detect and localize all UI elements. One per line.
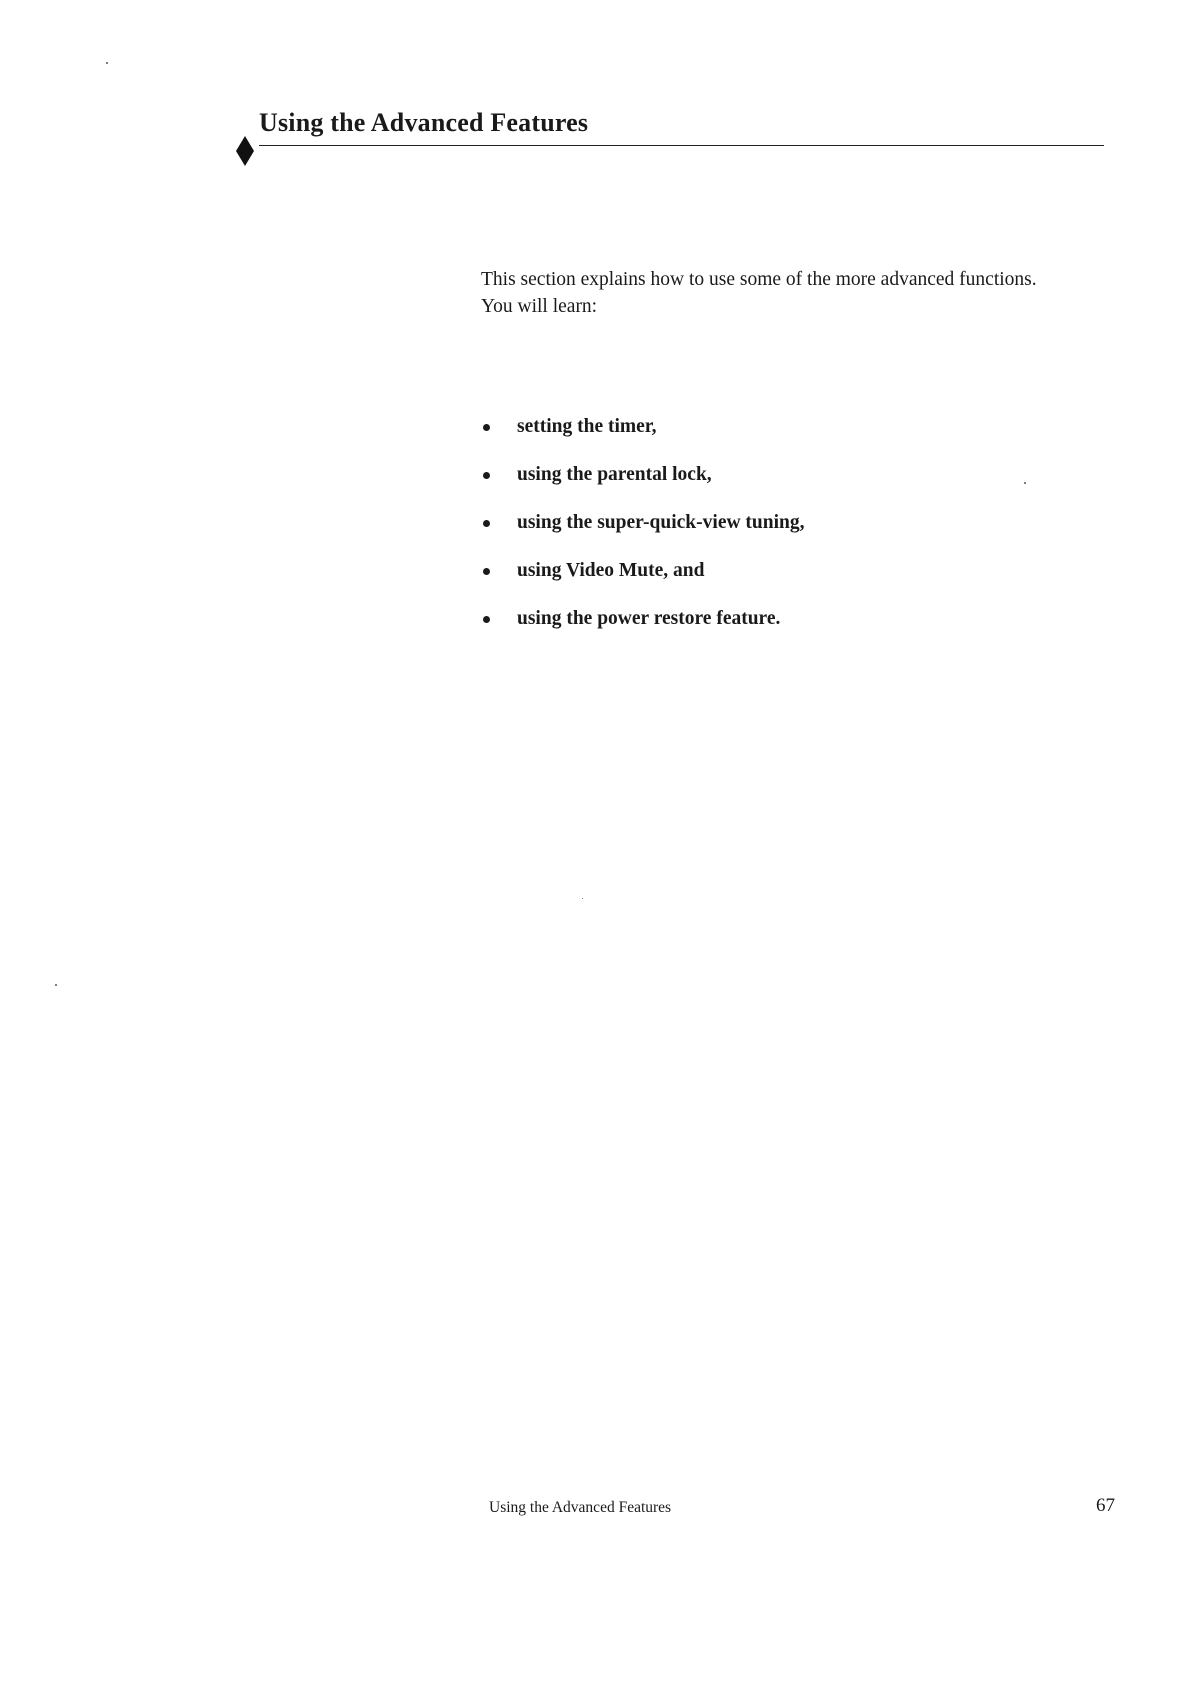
intro-line: You will learn: <box>481 296 598 317</box>
footer-section-title: Using the Advanced Features <box>489 1499 672 1516</box>
bullet-icon <box>483 520 490 527</box>
page-number: 67 <box>1096 1495 1115 1516</box>
bullet-icon <box>483 472 490 479</box>
intro-line: This section explains how to use some of the more advanced functions. <box>481 269 1037 290</box>
list-item-text: using the super-quick-view tuning, <box>517 512 805 533</box>
list-item-text: using the power restore feature. <box>517 608 781 629</box>
header-rule <box>259 145 1104 146</box>
list-item <box>481 557 805 605</box>
section-title: Using the Advanced Features <box>259 108 589 137</box>
list-item-text: using the parental lock, <box>517 464 712 485</box>
list-item-text: setting the timer, <box>517 416 657 437</box>
intro-paragraph <box>481 266 1121 320</box>
bullet-icon <box>483 424 490 431</box>
list-item <box>481 605 805 653</box>
scan-speck <box>1024 482 1026 484</box>
list-item <box>481 413 805 461</box>
topic-list <box>481 413 805 653</box>
scan-speck <box>55 984 57 986</box>
scan-speck <box>582 898 583 899</box>
section-header <box>236 104 1106 154</box>
scan-speck <box>106 62 108 64</box>
list-item-text: using Video Mute, and <box>517 560 705 581</box>
list-item <box>481 509 805 557</box>
diamond-icon <box>236 136 254 166</box>
list-item <box>481 461 805 509</box>
bullet-icon <box>483 616 490 623</box>
bullet-icon <box>483 568 490 575</box>
